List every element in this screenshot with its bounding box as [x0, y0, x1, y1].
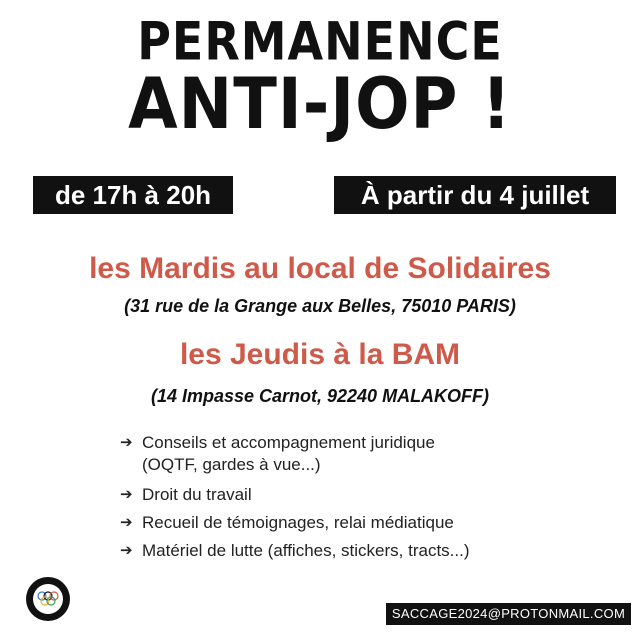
venue-tuesday-address: (31 rue de la Grange aux Belles, 75010 PARIS) [124, 296, 516, 316]
list-item [120, 432, 560, 476]
venue-thursday-address: (14 Impasse Carnot, 92240 MALAKOFF) [150, 386, 490, 406]
list-item [120, 540, 560, 562]
service-materials-label: Matériel de lutte (affiches, stickers, tracts...) [142, 541, 470, 560]
page-title-line1: PERMANENCE [137, 9, 503, 73]
service-legal-detail: (OQTF, gardes à vue...) [142, 455, 321, 474]
page-title-line2: ANTI-JOP ! [128, 64, 512, 146]
arrow-right-icon: ➔ [120, 486, 133, 503]
list-item [120, 512, 560, 534]
services-list [120, 432, 560, 562]
service-legal-label: Conseils et accompagnement juridique [142, 433, 435, 452]
arrow-right-icon: ➔ [120, 542, 133, 559]
arrow-right-icon: ➔ [120, 514, 133, 531]
arrow-right-icon: ➔ [120, 434, 133, 451]
saccage-logo [24, 575, 72, 623]
contact-email: SACCAGE2024@PROTONMAIL.COM [386, 603, 631, 625]
list-item [120, 484, 560, 506]
service-labor-label: Droit du travail [142, 485, 252, 504]
schedule-start-badge: À partir du 4 juillet [334, 176, 616, 214]
service-testimony-label: Recueil de témoignages, relai médiatique [142, 513, 454, 532]
venue-thursday-name: les Jeudis à la BAM [179, 338, 461, 371]
venue-tuesday-name: les Mardis au local de Solidaires [89, 252, 551, 285]
schedule-time-badge: de 17h à 20h [33, 176, 233, 214]
